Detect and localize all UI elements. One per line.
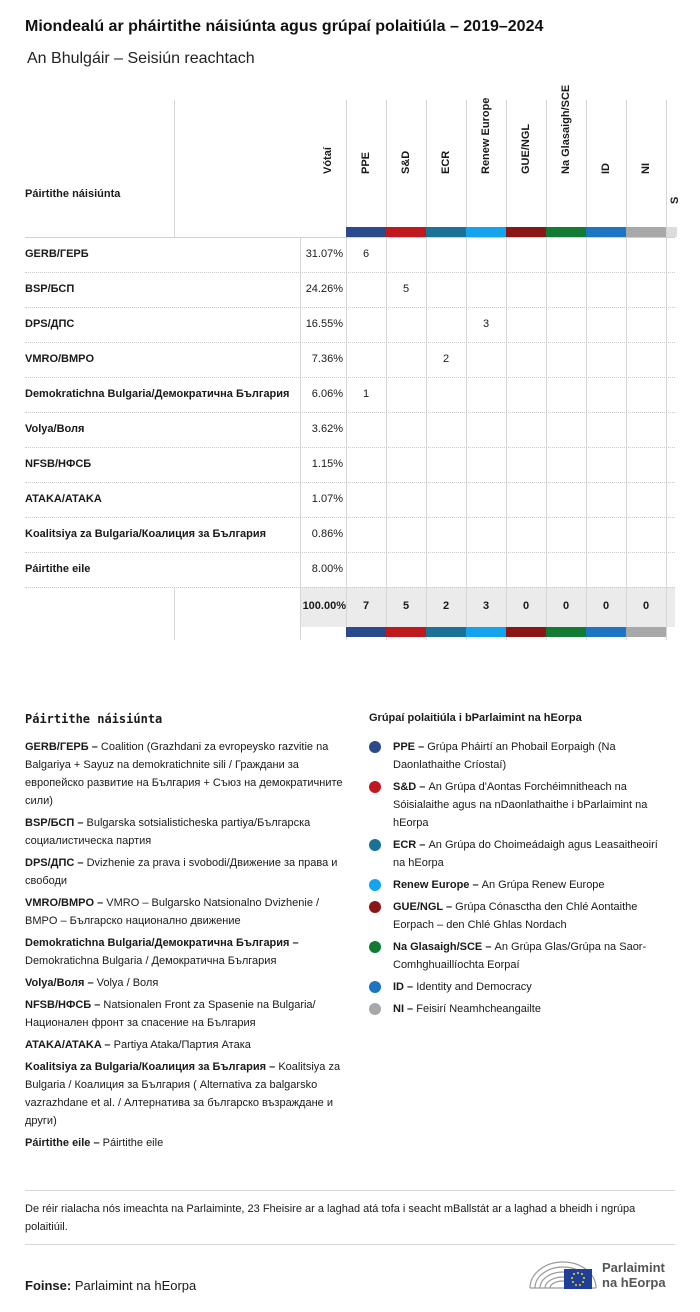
legend-group-name: Renew Europe: [393, 879, 470, 891]
grid-line: [626, 100, 627, 640]
political-group-legend-item: ID – Identity and Democracy: [369, 978, 669, 996]
total-seat-count: 0: [522, 600, 530, 612]
national-party-legend-item: Demokratichna Bulgaria/Демократична България – Demokratichna Bulgaria / Демократична България: [25, 937, 299, 967]
group-header-ecr: ECR: [440, 150, 452, 174]
seat-count: 3: [482, 318, 490, 330]
grid-line: [25, 307, 675, 308]
grid-line: [25, 377, 675, 378]
political-group-legend-item: S&D – An Grúpa d'Aontas Forchéimnitheach na Sóisialaithe agus na nDaonlathaithe i bParlaimint na hEorpa: [369, 778, 669, 832]
divider: [25, 1190, 675, 1191]
group-color-dot: [369, 879, 381, 891]
grid-line: [25, 272, 675, 273]
legend-party-name: NFSB/НФСБ: [25, 999, 92, 1011]
legend-party-description: Dvizhenie za prava i svobodi/Движение за права и свободи: [25, 857, 338, 887]
group-color-bar: [466, 227, 506, 237]
legend-group-name: Na Glasaigh/SCE: [393, 941, 483, 953]
grid-line: [25, 517, 675, 518]
vote-share: 7.36%: [311, 353, 343, 365]
legend-party-description: VMRO – Bulgarsko Natsionalno Dvizhenie / BMPO – Българско национално движение: [25, 897, 320, 927]
page-subtitle: An Bhulgáir – Seisiún reachtach: [27, 50, 255, 67]
group-color-bar: [586, 627, 626, 637]
grid-line: [25, 482, 675, 483]
total-seat-count: 3: [482, 600, 490, 612]
political-group-legend-item: NI – Feisirí Neamhcheangailte: [369, 1000, 669, 1018]
group-color-bar: [546, 627, 586, 637]
national-party-legend-item: VMRO/BMPO – VMRO – Bulgarsko Natsionalno Dvizhenie / BMPO – Българско национално движение: [25, 897, 320, 927]
cut-column-bar: [667, 227, 677, 237]
total-vote-share: 100.00%: [302, 600, 346, 612]
legend-group-description: An Grúpa Glas/Grúpa na Saor-Comhghuaillíochta Eorpaí: [393, 941, 647, 971]
group-color-dot: [369, 981, 381, 993]
grid-line: [300, 237, 301, 640]
divider: [25, 1244, 675, 1245]
group-color-bar: [626, 627, 666, 637]
political-group-legend-item: ECR – An Grúpa do Choimeádaigh agus Leasaitheoirí na hEorpa: [369, 836, 669, 872]
legend-group-name: GUE/NGL: [393, 901, 443, 913]
legend-group-name: S&D: [393, 781, 417, 793]
legend-party-description: Demokratichna Bulgaria / Демократична България: [25, 955, 277, 967]
vote-share: 3.62%: [311, 423, 343, 435]
legend-party-description: Páirtithe eile: [102, 1137, 164, 1149]
grid-line: [174, 587, 175, 640]
political-group-legend-item: PPE – Grúpa Pháirtí an Phobail Eorpaigh (Na Daonlathaithe Críostaí): [369, 738, 669, 774]
source-label: Foinse:: [25, 1278, 72, 1293]
grid-line: [174, 100, 175, 237]
party-name: NFSB/НФСБ: [25, 458, 92, 470]
group-header-na-glasaigh-sce: Na Glasaigh/SCE: [560, 84, 572, 174]
group-color-bar: [626, 227, 666, 237]
source-value: Parlaimint na hEorpa: [74, 1278, 197, 1293]
party-name: BSP/БСП: [25, 283, 75, 295]
legend-party-name: BSP/БСП: [25, 817, 75, 829]
legend-group-name: ECR: [393, 839, 417, 851]
legend-group-name: NI: [393, 1003, 404, 1015]
cut-column-header: S: [669, 196, 681, 204]
legend-party-description: Volya / Воля: [96, 977, 159, 989]
party-name: Volya/Воля: [25, 423, 85, 435]
legend-party-name: Koalitsiya za Bulgaria/Коалиция за България: [25, 1061, 267, 1073]
group-header-renew-europe: Renew Europe: [480, 97, 492, 174]
legend-party-description: Coalition (Grazhdani za evropeysko razvitie na Balgariya + Sayuz na demokratichnite sili / Граждани за европейско развитие на България + Съюз на демократичните сили): [25, 741, 343, 807]
group-color-dot: [369, 781, 381, 793]
grid-line: [386, 100, 387, 640]
logo-text: [602, 1260, 666, 1290]
national-party-legend-item: Páirtithe eile – Páirtithe eile: [25, 1137, 164, 1149]
group-color-bar: [586, 227, 626, 237]
group-color-bar: [466, 627, 506, 637]
party-column-header: Páirtithe náisiúnta: [25, 188, 121, 200]
seat-count: 6: [362, 248, 370, 260]
votes-column-header: Vótaí: [322, 147, 334, 174]
party-name: GERB/ГЕРБ: [25, 248, 89, 260]
national-parties-legend-title: Páirtithe náisiúnta: [25, 712, 163, 726]
grid-line: [25, 412, 675, 413]
legend-party-name: VMRO/BMPO: [25, 897, 95, 909]
legend-group-description: An Grúpa d'Aontas Forchéimnitheach na Sóisialaithe agus na nDaonlathaithe i bParlaimint na hEorpa: [393, 781, 648, 829]
legend-party-name: Volya/Воля: [25, 977, 85, 989]
group-color-dot: [369, 901, 381, 913]
total-seat-count: 0: [602, 600, 610, 612]
party-name: Demokratichna Bulgaria/Демократична България: [25, 388, 290, 400]
national-party-legend-item: Koalitsiya za Bulgaria/Коалиция за България – Koalitsiya za Bulgaria / Коалиция за България ( Alternativa za balgarsko vazrazhdane et al. / Алтернатива за българско възраждане и други): [25, 1061, 341, 1127]
footnote: De réir rialacha nós imeachta na Parlaiminte, 23 Fheisire ar a laghad atá tofa i seacht mBallstát ar a laghad a bheidh i ngrúpa polaitiúil.: [25, 1203, 636, 1233]
grid-line: [506, 100, 507, 640]
group-header-id: ID: [600, 163, 612, 174]
legend-group-description: Feisirí Neamhcheangailte: [416, 1003, 541, 1015]
party-name: DPS/ДПС: [25, 318, 75, 330]
page-title: Miondealú ar pháirtithe náisiúnta agus grúpaí polaitiúla – 2019–2024: [25, 18, 544, 35]
group-color-bar: [346, 627, 386, 637]
group-header-gue-ngl: GUE/NGL: [520, 123, 532, 174]
political-group-legend-item: GUE/NGL – Grúpa Cónasctha den Chlé Aontaithe Eorpach – den Chlé Ghlas Nordach: [369, 898, 669, 934]
legend-party-name: Demokratichna Bulgaria/Демократична България: [25, 937, 290, 949]
vote-share: 1.15%: [311, 458, 343, 470]
vote-share: 8.00%: [311, 563, 343, 575]
logo-line-1: Parlaimint: [602, 1260, 665, 1275]
legend-party-name: GERB/ГЕРБ: [25, 741, 89, 753]
legend-group-description: Grúpa Pháirtí an Phobail Eorpaigh (Na Daonlathaithe Críostaí): [393, 741, 616, 771]
grid-line: [25, 447, 675, 448]
vote-share: 24.26%: [305, 283, 343, 295]
grid-line: [25, 342, 675, 343]
total-seat-count: 7: [362, 600, 370, 612]
national-party-legend-item: GERB/ГЕРБ – Coalition (Grazhdani za evropeysko razvitie na Balgariya + Sayuz na demokratichnite sili / Граждани за европейско развитие на България + Съюз на демократичните сили): [25, 741, 343, 807]
group-color-bar: [426, 227, 466, 237]
grid-line: [346, 100, 347, 640]
national-party-legend-item: NFSB/НФСБ – Natsionalen Front za Spasenie na Bulgaria/Национален фронт за спасение на България: [25, 999, 316, 1029]
group-color-bar: [346, 227, 386, 237]
party-name: Koalitsiya za Bulgaria/Коалиция за България: [25, 528, 267, 540]
seat-count: 2: [442, 353, 450, 365]
total-seat-count: 5: [402, 600, 410, 612]
national-party-legend-item: DPS/ДПС – Dvizhenie za prava i svobodi/Движение за права и свободи: [25, 857, 338, 887]
political-group-legend-item: Renew Europe – An Grúpa Renew Europe: [369, 876, 669, 894]
grid-line: [25, 237, 675, 238]
legend-party-name: DPS/ДПС: [25, 857, 75, 869]
legend-group-description: Identity and Democracy: [416, 981, 532, 993]
political-groups-legend-title: Grúpaí polaitiúla i bParlaimint na hEorpa: [369, 712, 582, 724]
vote-share: 6.06%: [311, 388, 343, 400]
total-seat-count: 0: [642, 600, 650, 612]
seat-count: 1: [362, 388, 370, 400]
party-name: Páirtithe eile: [25, 563, 91, 575]
group-color-bar: [546, 227, 586, 237]
national-parties-legend: [25, 738, 343, 1156]
grid-line: [586, 100, 587, 640]
total-seat-count: 2: [442, 600, 450, 612]
grid-line: [25, 587, 675, 588]
legend-party-name: ATAKA/ATAKA: [25, 1039, 102, 1051]
group-color-bar: [426, 627, 466, 637]
legend-party-description: Natsionalen Front za Spasenie na Bulgaria/Национален фронт за спасение на България: [25, 999, 316, 1029]
grid-line: [666, 100, 667, 640]
legend-group-name: ID: [393, 981, 404, 993]
group-header-ni: NI: [640, 163, 652, 174]
group-header-ppe: PPE: [360, 151, 372, 174]
legend-party-description: Partiya Ataka/Партия Атака: [113, 1039, 251, 1051]
group-color-bar: [506, 627, 546, 637]
total-seat-count: 0: [562, 600, 570, 612]
legend-group-description: Grúpa Cónasctha den Chlé Aontaithe Eorpach – den Chlé Ghlas Nordach: [393, 901, 638, 931]
group-color-bar: [386, 627, 426, 637]
legend-party-description: Koalitsiya za Bulgaria / Коалиция за България ( Alternativa za balgarsko vazrazhdane et al. / Алтернатива за българско възраждане и други): [25, 1061, 341, 1127]
grid-line: [546, 100, 547, 640]
legend-party-description: Bulgarska sotsialisticheska partiya/Българска социалистическа партия: [25, 817, 311, 847]
group-color-bar: [386, 227, 426, 237]
group-color-dot: [369, 941, 381, 953]
source-line: [25, 1278, 196, 1293]
national-party-legend-item: ATAKA/ATAKA – Partiya Ataka/Партия Атака: [25, 1039, 251, 1051]
group-color-dot: [369, 839, 381, 851]
political-groups-legend: [369, 738, 669, 1022]
grid-line: [466, 100, 467, 640]
logo-line-2: na hEorpa: [602, 1275, 666, 1290]
results-table: [25, 84, 681, 640]
group-color-dot: [369, 741, 381, 753]
legend-group-description: An Grúpa do Choimeádaigh agus Leasaitheoirí na hEorpa: [393, 839, 658, 869]
group-header-s-d: S&D: [400, 150, 412, 174]
party-name: VMRO/BMPO: [25, 353, 95, 365]
vote-share: 31.07%: [305, 248, 343, 260]
vote-share: 1.07%: [311, 493, 343, 505]
national-party-legend-item: BSP/БСП – Bulgarska sotsialisticheska partiya/Българска социалистическа партия: [25, 817, 311, 847]
group-color-dot: [369, 1003, 381, 1015]
legend-group-name: PPE: [393, 741, 416, 753]
grid-line: [426, 100, 427, 640]
vote-share: 16.55%: [305, 318, 343, 330]
group-color-bar: [506, 227, 546, 237]
grid-line: [25, 552, 675, 553]
party-name: ATAKA/ATAKA: [25, 493, 102, 505]
vote-share: 0.86%: [311, 528, 343, 540]
political-group-legend-item: Na Glasaigh/SCE – An Grúpa Glas/Grúpa na Saor-Comhghuaillíochta Eorpaí: [369, 938, 669, 974]
national-party-legend-item: Volya/Воля – Volya / Воля: [25, 977, 159, 989]
seat-count: 5: [402, 283, 410, 295]
legend-group-description: An Grúpa Renew Europe: [481, 879, 605, 891]
legend-party-name: Páirtithe eile: [25, 1137, 91, 1149]
